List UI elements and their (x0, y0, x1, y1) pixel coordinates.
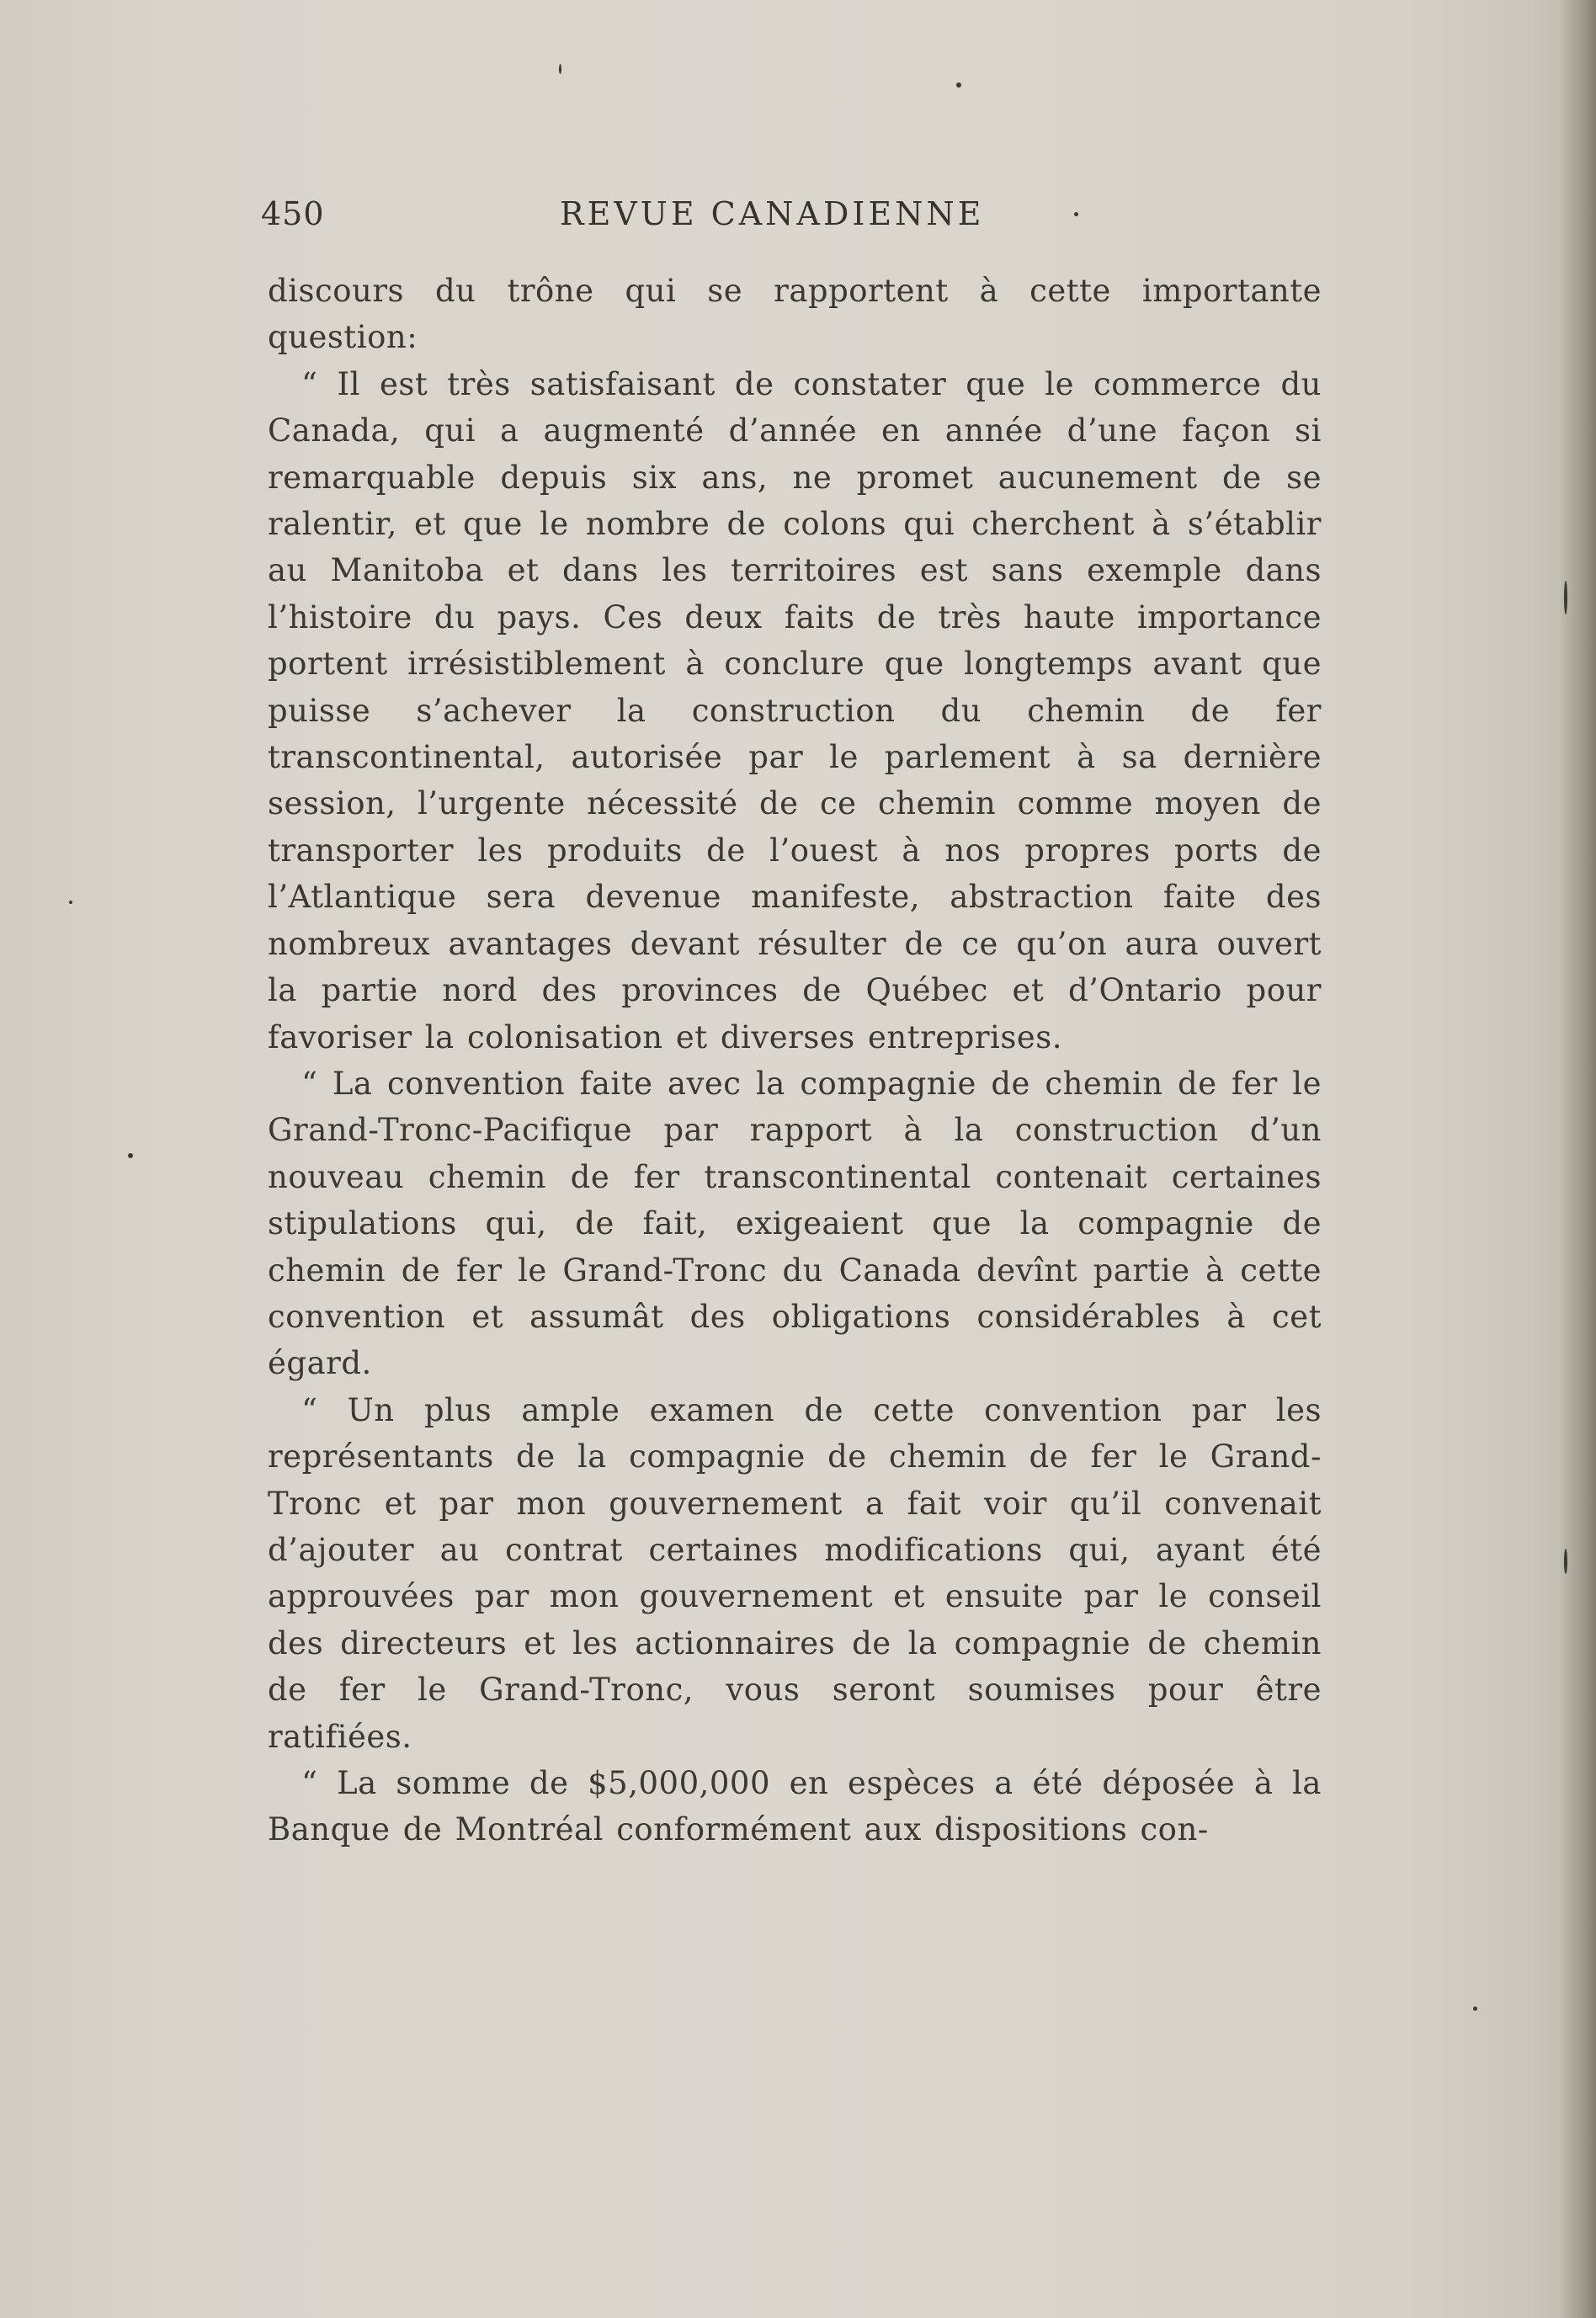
paragraph: “ Il est très satisfaisant de constater que le commerce du Canada, qui a augmenté d’année en année d’une façon si remarquable depuis six ans, ne promet aucunement de se ralentir, et que le nombre de colons qui cherchent à s’établir au Manitoba et dans les territoires est sans exemple dans l’histoire du pays. Ces deux faits de très haute importance portent irrésistiblement à conclure que longtemps avant que puisse s’achever la construction du chemin de fer transcontinental, autorisée par le parlement à sa dernière session, l’urgente nécessité de ce chemin comme moyen de transporter les produits de l’ouest à nos propres ports de l’Atlantique sera devenue manifeste, abstraction faite des nombreux avantages devant résulter de ce qu’on aura ouvert la partie nord des provinces de Québec et d’Ontario pour favoriser la colonisation et diverses entreprises. (268, 365, 1322, 1055)
ink-speck (1473, 2007, 1477, 2011)
ink-speck (956, 82, 961, 88)
ink-speck (69, 901, 72, 904)
paragraph: “ La convention faite avec la compagnie de chemin de fer le Grand-Tronc-Pacifique par rapport à la construction d’un nouveau chemin de fer transcontinental contenait certaines stipulations qui, de fait, exigeaient que la compagnie de chemin de fer le Grand-Tronc du Canada devînt partie à cette convention et assumât des obligations considérables à cet égard. (268, 1065, 1322, 1382)
paragraph: discours du trône qui se rapportent à cette importante question: (268, 273, 1322, 356)
body-text (268, 268, 1322, 1853)
page-edge-shadow (1559, 0, 1596, 2318)
paragraph: “ Un plus ample examen de cette convention par les représentants de la compagnie de chemin de fer le Grand-Tronc et par mon gouvernement a fait voir qu’il convenait d’ajouter au contrat certaines modifications qui, ayant été approuvées par mon gouvernement et ensuite par le conseil des directeurs et les actionnaires de la compagnie de chemin de fer le Grand-Tronc, vous seront soumises pour être ratifiées. (268, 1391, 1322, 1755)
ink-speck (128, 1153, 133, 1158)
ink-speck (1564, 1549, 1567, 1574)
ink-speck (559, 64, 561, 74)
page-header (261, 195, 1322, 246)
ink-speck (1564, 581, 1567, 614)
running-head: REVUE CANADIENNE (560, 195, 985, 232)
page-number: 450 (261, 195, 325, 232)
paragraph: “ La somme de $5,000,000 en espèces a été déposée à la Banque de Montréal conformément aux dispositions con- (268, 1765, 1322, 1848)
